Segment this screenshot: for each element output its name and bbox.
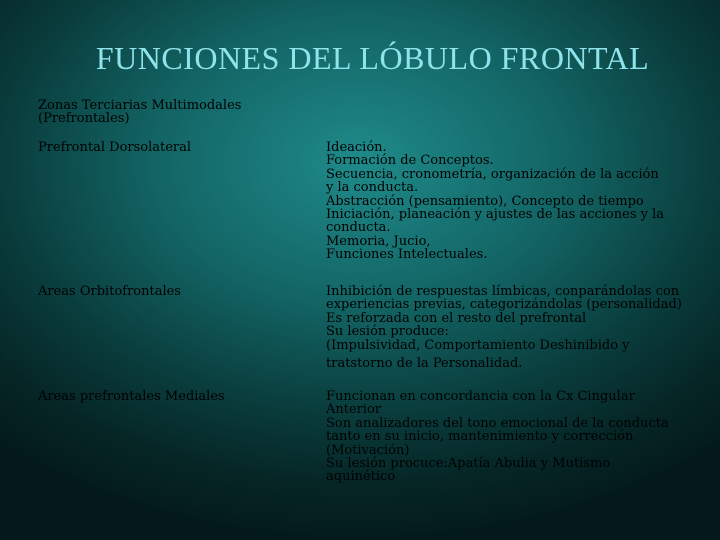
- area-label-orbitofrontal: Areas Orbitofrontales: [38, 284, 181, 299]
- function-line: Inhibición de respuestas límbicas, conparándolas con: [326, 284, 680, 299]
- function-line: tratstorno de la Personalidad.: [326, 356, 523, 372]
- function-line: conducta.: [326, 220, 391, 236]
- function-line: Abstracción (pensamiento), Concepto de tiempo: [326, 193, 644, 209]
- function-line: aquinético: [326, 469, 396, 485]
- function-line: Formación de Conceptos.: [326, 153, 494, 169]
- function-line: Funciones Intelectuales.: [326, 247, 488, 263]
- area-label-dorsolateral: Prefrontal Dorsolateral: [38, 140, 192, 155]
- zone-heading: [38, 99, 241, 126]
- functions-medial: [326, 390, 669, 484]
- function-line: Son analizadores del tono emocional de la conducta: [326, 415, 669, 431]
- function-line: Ideación.: [326, 140, 387, 155]
- function-line: Iniciación, planeación y ajustes de las acciones y la: [326, 207, 665, 223]
- function-line: (Motivación): [326, 442, 410, 458]
- function-line: tanto en su inicio, mantenimiento y corrección: [326, 429, 634, 445]
- function-line: experiencias previas, categorizándolas (personalidad): [326, 297, 682, 313]
- slide-title: FUNCIONES DEL LÓBULO FRONTAL: [95, 40, 650, 76]
- functions-orbitofrontal: [326, 285, 682, 370]
- function-line: Su lesión procuce:Apatía Abulia y Mutismo: [326, 456, 611, 472]
- function-line: Es reforzada con el resto del prefrontal: [326, 310, 587, 326]
- function-line: Funcionan en concordancia con la Cx Cingular: [326, 389, 635, 404]
- function-line: Secuencia, cronometría, organización de la acción: [326, 166, 659, 182]
- area-label-medial: Areas prefrontales Mediales: [38, 389, 225, 404]
- function-line: Su lesión produce:: [326, 324, 449, 340]
- function-line: (Impulsividad, Comportamiento Deshinibido y: [326, 337, 630, 353]
- functions-dorsolateral: [326, 141, 664, 262]
- function-line: y la conducta.: [326, 180, 419, 196]
- function-line: Memoria, Jucio,: [326, 233, 431, 249]
- zone-heading-line: (Prefrontales): [38, 111, 130, 127]
- zone-heading-line: Zonas Terciarias Multimodales: [38, 98, 242, 113]
- function-line: Anterior: [326, 402, 382, 418]
